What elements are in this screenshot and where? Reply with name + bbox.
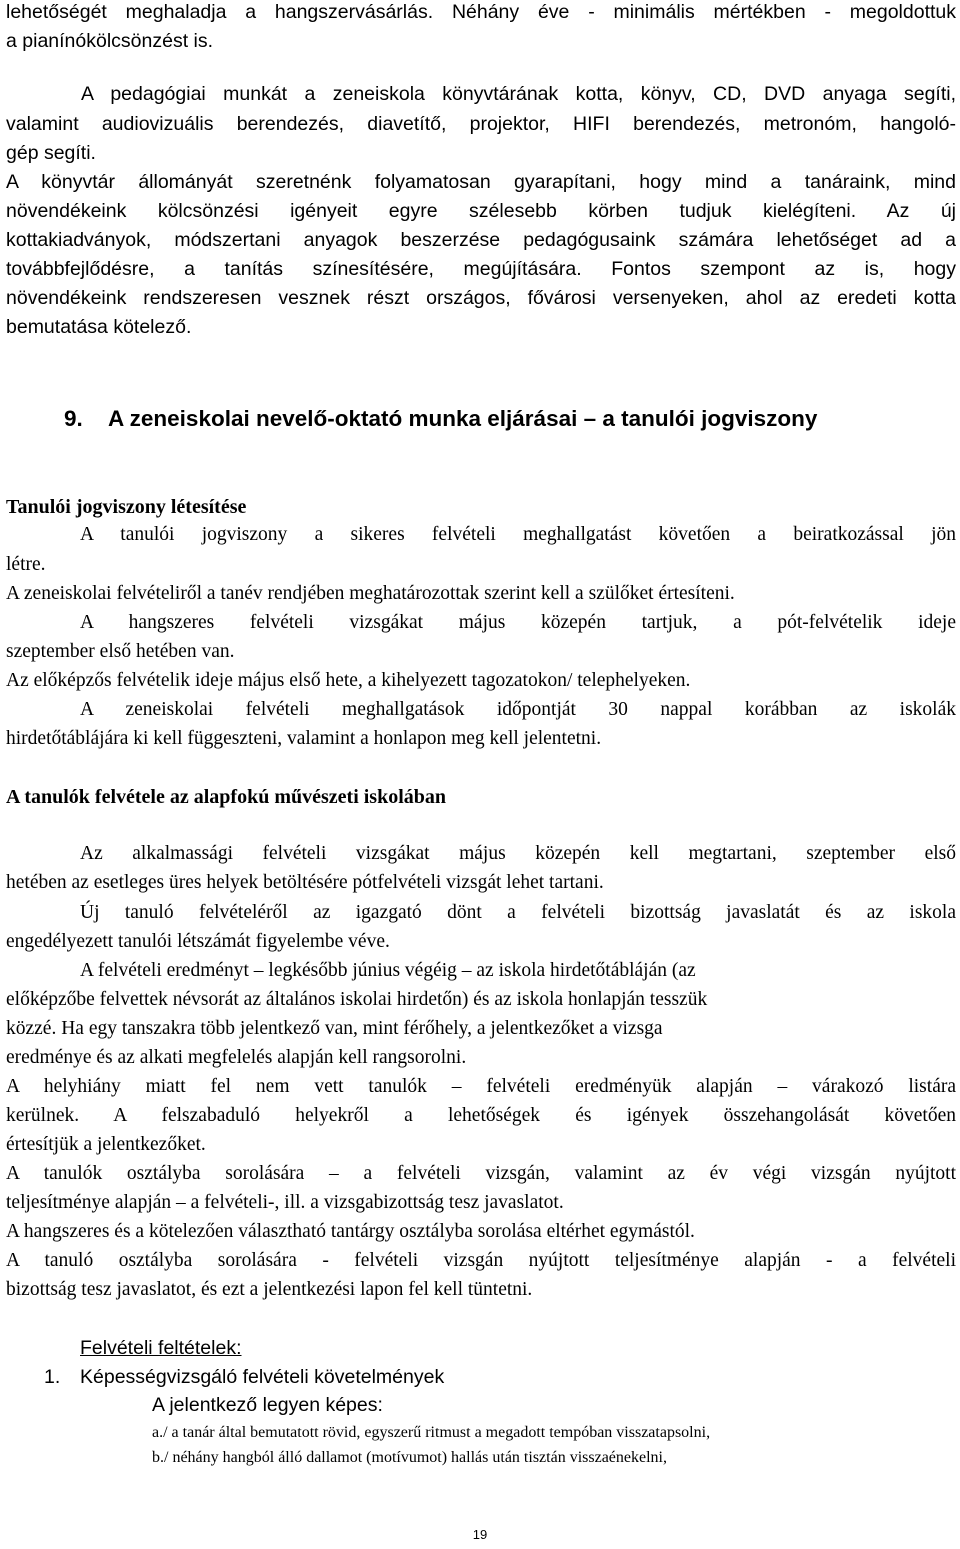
admission-line-9: A helyhiány miatt fel nem vett tanulók – felvételi eredményük alapján – várakozó listára [6,1076,956,1097]
admission-line-6: előképzőbe felvettek névsorát az általános iskolai hirdetőn) és az iskola honlapján tesszük [6,989,708,1010]
library-paragraph-line-1: A pedagógiai munkát a zeneiskola könyvtárának kotta, könyv, CD, DVD anyaga segíti, [81,83,956,105]
admission-line-4: engedélyezett tanulói létszámát figyelembe véve. [6,931,390,952]
admission-line-3: Új tanuló felvételéről az igazgató dönt a felvételi bizottság javaslatát és az iskola [80,902,956,923]
admission-line-12: A tanulók osztályba sorolására – a felvételi vizsgán, valamint az év végi vizsgán nyújtott [6,1163,956,1184]
admission-line-10: kerülnek. A felszabaduló helyekről a lehetőségek és igények összehangolását követően [6,1105,956,1126]
legal-line-5: szeptember első hetében van. [6,641,235,662]
section-heading-legal: Tanulói jogviszony létesítése [6,496,247,518]
conditions-intro: A jelentkező legyen képes: [152,1394,383,1416]
collection-paragraph-line-5: növendékeink rendszeresen vesznek részt országos, fővárosi versenyeken, ahol az eredeti kotta [6,287,956,309]
legal-line-6: Az előképzős felvételik ideje május első hete, a kihelyezett tagozatokon/ telephelyeken. [6,670,691,691]
intro-line-1: lehetőségét meghaladja a hangszervásárlás. Néhány éve - minimális mértékben - megoldottuk [6,1,956,23]
admission-line-13: teljesítménye alapján – a felvételi-, ill. a vizsgabizottság tesz javaslatot. [6,1192,564,1213]
admission-line-5: A felvételi eredményt – legkésőbb június végéig – az iskola hirdetőtábláján (az [80,960,696,981]
page-number: 19 [472,1527,488,1542]
legal-line-8: hirdetőtáblájára ki kell függeszteni, valamint a honlapon meg kell jelentetni. [6,728,602,749]
collection-paragraph-line-3: kottakiadványok, módszertani anyagok beszerzése pedagógusaink számára lehetőséget ad a [6,229,956,251]
collection-paragraph-line-1: A könyvtár állományát szeretnénk folyamatosan gyarapítani, hogy mind a tanáraink, mind [6,171,956,193]
legal-line-3: A zeneiskolai felvételiről a tanév rendjében meghatározottak szerint kell a szülőket értesíteni. [6,583,735,604]
admission-line-14: A hangszeres és a kötelezően választható tantárgy osztályba sorolása eltérhet egymástól. [6,1221,695,1242]
conditions-sub-b: b./ néhány hangból álló dallamot (motívumot) hallás után tisztán visszaénekelni, [152,1449,667,1466]
legal-line-2: létre. [6,554,46,575]
intro-line-2: a pianínókölcsönzést is. [6,30,214,52]
chapter-title: A zeneiskolai nevelő-oktató munka eljárásai – a tanulói jogviszony [108,406,818,431]
collection-paragraph-line-6: bemutatása kötelező. [6,316,192,338]
admission-line-8: eredménye és az alkati megfelelés alapján kell rangsorolni. [6,1047,467,1068]
legal-line-1: A tanulói jogviszony a sikeres felvételi meghallgatást követően a beiratkozással jön [80,524,956,545]
legal-line-4: A hangszeres felvételi vizsgákat május közepén tartjuk, a pót-felvételik ideje [80,612,956,633]
admission-line-15: A tanuló osztályba sorolására - felvételi vizsgán nyújtott teljesítménye alapján - a felvételi [6,1250,956,1271]
library-paragraph-line-3: gép segíti. [6,142,96,164]
chapter-number: 9. [64,406,83,431]
collection-paragraph-line-2: növendékeink kölcsönzési igényeit egyre szélesebb körben tudjuk kielégíteni. Az új [6,200,956,222]
library-paragraph-line-2: valamint audiovizuális berendezés, diavetítő, projektor, HIFI berendezés, metronóm, hangoló- [6,113,956,135]
conditions-item-title: Képességvizsgáló felvételi követelmények [80,1366,445,1388]
admission-line-1: Az alkalmassági felvételi vizsgákat május közepén kell megtartani, szeptember első [80,843,956,864]
legal-line-7: A zeneiskolai felvételi meghallgatások időpontját 30 nappal korábban az iskolák [80,699,956,720]
admission-line-2: hetében az esetleges üres helyek betöltésére pótfelvételi vizsgát lehet tartani. [6,872,604,893]
section-heading-admission: A tanulók felvétele az alapfokú művészeti iskolában [6,786,447,808]
collection-paragraph-line-4: továbbfejlődésre, a tanítás színesítésére, megújítására. Fontos szempont az is, hogy [6,258,956,280]
conditions-heading: Felvételi feltételek: [80,1337,242,1359]
chapter-heading [64,406,817,432]
conditions-item-number: 1. [44,1366,61,1388]
admission-line-16: bizottság tesz javaslatot, és ezt a jelentkezési lapon fel kell tüntetni. [6,1279,533,1300]
admission-line-7: közzé. Ha egy tanszakra több jelentkező van, mint férőhely, a jelentkezőket a vizsga [6,1018,663,1039]
conditions-sub-a: a./ a tanár által bemutatott rövid, egyszerű ritmust a megadott tempóban visszatapsolni, [152,1424,711,1441]
admission-line-11: értesítjük a jelentkezőket. [6,1134,206,1155]
